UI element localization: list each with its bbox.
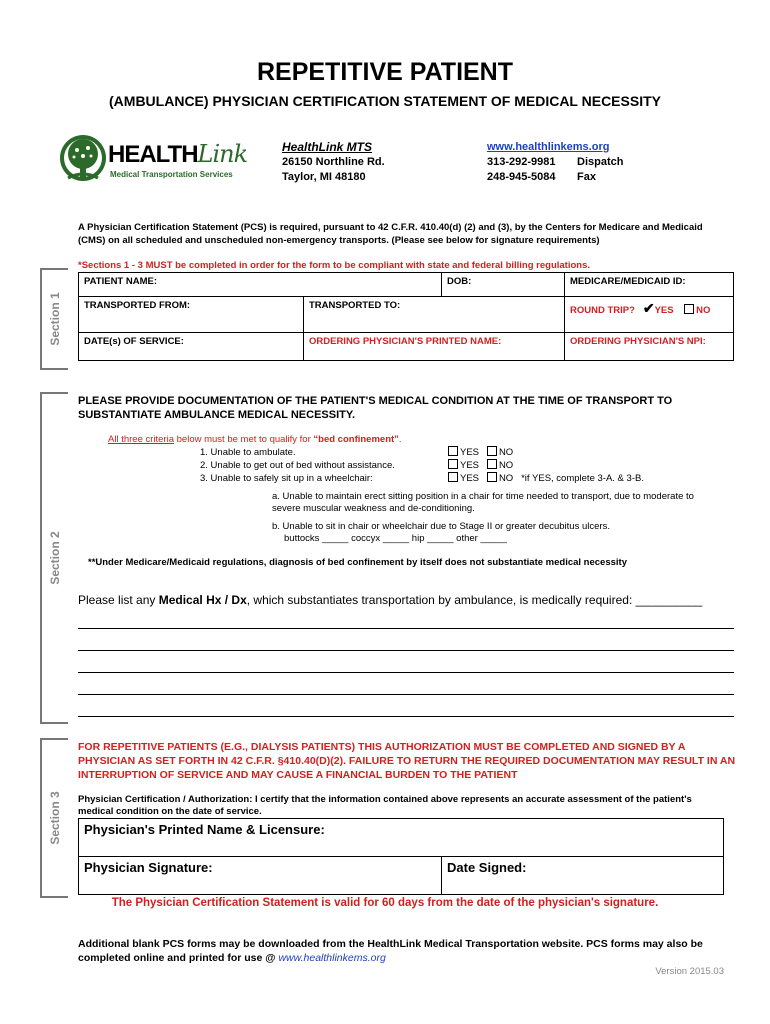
dates-of-service-field[interactable]: DATE(s) OF SERVICE: (79, 333, 304, 361)
date-signed-field[interactable]: Date Signed: (442, 857, 724, 895)
logo-wordmark: HEALTHLink (108, 140, 248, 168)
section-3-tab: Section 3 (40, 738, 68, 898)
org-address-line1: 26150 Northline Rd. (282, 156, 385, 168)
if-yes-note: *if YES, complete 3-A. & 3-B. (521, 473, 644, 484)
hx-line[interactable] (78, 716, 734, 717)
criteria-1-choice[interactable]: YES NO (448, 446, 513, 459)
ordering-physician-name-field[interactable]: ORDERING PHYSICIAN'S PRINTED NAME: (304, 333, 565, 361)
tree-logo-icon (58, 134, 108, 186)
criteria-item: 2. Unable to get out of bed without assistance. (200, 460, 395, 471)
form-title: REPETITIVE PATIENT (256, 58, 514, 86)
certification-statement: Physician Certification / Authorization: I certify that the information contained above represents an accurate assessment of the patient's medical condition on the date of service. (78, 794, 692, 817)
ulcer-locations[interactable]: buttocks _____ coccyx _____ hip _____ other _____ (284, 533, 507, 544)
website-link[interactable]: www.healthlinkems.org (487, 141, 610, 153)
hx-line[interactable] (78, 650, 734, 651)
fax-number: 248-945-5084 (487, 171, 556, 183)
ordering-physician-npi-field[interactable]: ORDERING PHYSICIAN'S NPI: (565, 333, 734, 361)
signature-table (78, 818, 724, 895)
section-1-tab: Section 1 (40, 268, 68, 370)
medicare-id-field[interactable]: MEDICARE/MEDICAID ID: (565, 273, 734, 297)
footer-note: Additional blank PCS forms may be downloaded from the HealthLink Medical Transportation website. PCS forms may also be completed online and printed for use @ www.healthlinkems.org (78, 938, 703, 964)
org-info (282, 140, 385, 185)
criteria-item: 3. Unable to safely sit up in a wheelchair: (200, 473, 373, 484)
printed-name-field[interactable]: Physician's Printed Name & Licensure: (79, 819, 724, 857)
validity-notice: The Physician Certification Statement is valid for 60 days from the date of the physician's signature. (111, 897, 659, 909)
criteria-item: 1. Unable to ambulate. (200, 447, 296, 458)
section-2-title: PLEASE PROVIDE DOCUMENTATION OF THE PATIENT'S MEDICAL CONDITION AT THE TIME OF TRANSPORT TO SUBSTANTIATE AMBULANCE MEDICAL NECESSITY. (78, 395, 673, 421)
bed-confinement-note: **Under Medicare/Medicaid regulations, diagnosis of bed confinement by itself does not substantiate medical necessity (88, 557, 627, 568)
sub-criteria-b: b. Unable to sit in chair or wheelchair due to Stage II or greater decubitus ulcers. buttocks _____ coccyx _____ hip _____ other _____ (272, 521, 712, 545)
criteria-heading: All three criteria below must be met to qualify for “bed confinement”. (108, 434, 402, 445)
patient-info-table (78, 272, 734, 361)
hx-line[interactable] (78, 628, 734, 629)
section-1-warning: *Sections 1 - 3 MUST be completed in order for the form to be compliant with state and federal billing regulations. (78, 260, 591, 271)
contact-info (487, 140, 623, 185)
dob-field[interactable]: DOB: (442, 273, 565, 297)
criteria-3-choice[interactable]: YES NO *if YES, complete 3-A. & 3-B. (448, 472, 644, 485)
form-subtitle: (AMBULANCE) PHYSICIAN CERTIFICATION STATEMENT OF MEDICAL NECESSITY (109, 93, 661, 109)
criteria-2-choice[interactable]: YES NO (448, 459, 513, 472)
round-trip-yes[interactable]: YES (654, 305, 674, 316)
intro-paragraph: A Physician Certification Statement (PCS) is required, pursuant to 42 C.F.R. 410.40(d) (2) and (3), by the Centers for Medicare and Medicaid (CMS) on all scheduled and unscheduled non-emergency transports. (Please see below for signature requirements) (78, 222, 703, 246)
medical-hx-prompt: Please list any Medical Hx / Dx, which substantiates transportation by ambulance, is medically required: __________ (78, 593, 703, 607)
footer-website-link[interactable]: www.healthlinkems.org (278, 952, 386, 964)
logo-tagline: Medical Transportation Services (110, 170, 233, 179)
hx-line[interactable] (78, 672, 734, 673)
version-label: Version 2015.03 (655, 966, 724, 977)
patient-name-field[interactable]: PATIENT NAME: (79, 273, 442, 297)
org-address-line2: Taylor, MI 48180 (282, 171, 366, 183)
healthlink-logo (58, 134, 248, 190)
section-2-tab: Section 2 (40, 392, 68, 724)
sub-criteria-a: a. Unable to maintain erect sitting position in a chair for time needed to transport, due to moderate to severe muscular weakness and de-conditioning. (272, 491, 694, 514)
fax-label: Fax (577, 171, 596, 183)
round-trip-no: NO (696, 305, 711, 316)
org-name: HealthLink MTS (282, 140, 373, 154)
dispatch-phone: 313-292-9981 (487, 156, 556, 168)
hx-line[interactable] (78, 694, 734, 695)
transported-to-field[interactable]: TRANSPORTED TO: (304, 297, 565, 333)
criteria-list (200, 446, 395, 485)
physician-signature-field[interactable]: Physician Signature: (79, 857, 442, 895)
transported-from-field[interactable]: TRANSPORTED FROM: (79, 297, 304, 333)
section-3-warning: FOR REPETITIVE PATIENTS (E.G., DIALYSIS PATIENTS) THIS AUTHORIZATION MUST BE COMPLETED AND SIGNED BY A PHYSICIAN AS SET FORTH IN 42 C.F.R. §410.40(D)(2). FAILURE TO RETURN THE REQUIRED DOCUMENTATION MAY RESULT IN AN INTERRUPTION OF SERVICE AND MAY CAUSE A FINANCIAL BURDEN TO THE PATIENT (78, 741, 736, 781)
dispatch-label: Dispatch (577, 156, 624, 168)
round-trip-no-checkbox[interactable] (684, 304, 694, 314)
round-trip-field[interactable]: ROUND TRIP? ✔YES NO (565, 297, 734, 333)
check-mark-icon: ✔ (642, 300, 655, 316)
